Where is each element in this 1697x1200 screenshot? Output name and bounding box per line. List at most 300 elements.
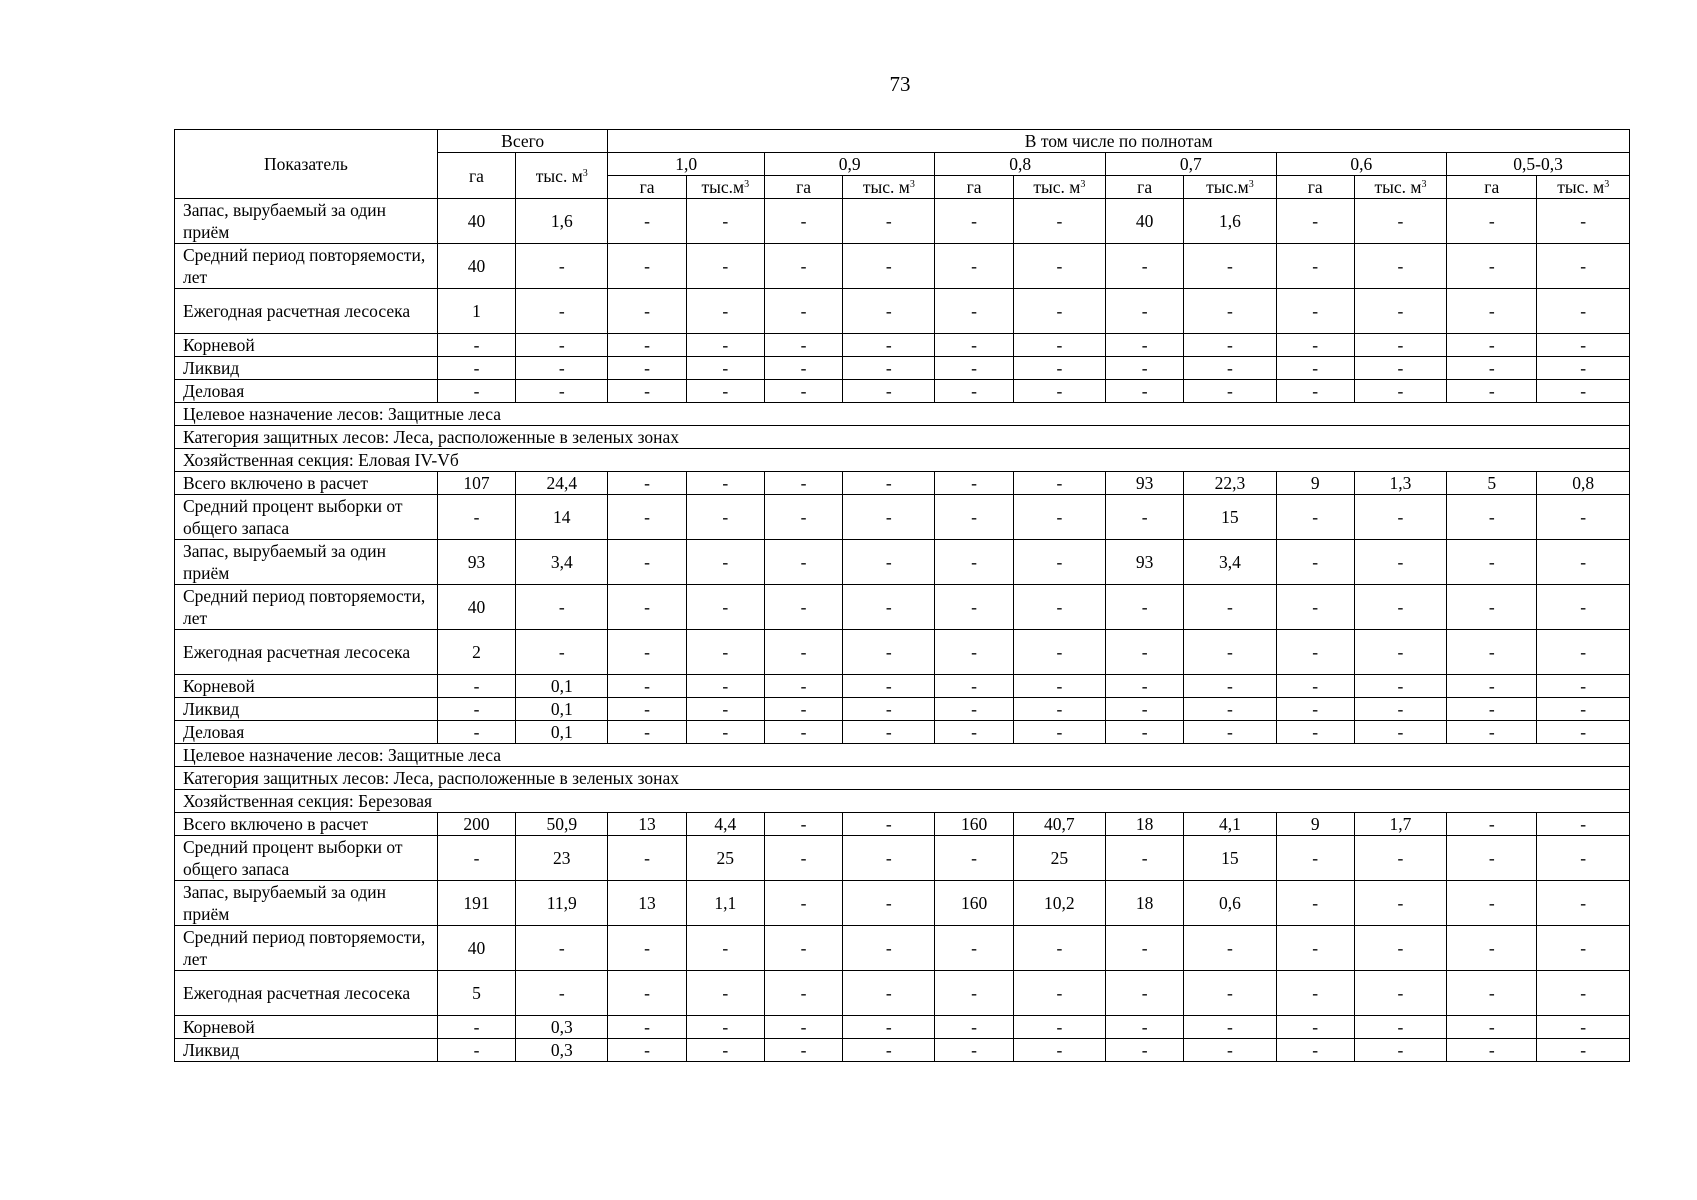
- table-cell: -: [608, 199, 686, 244]
- row-label: Запас, вырубаемый за один приём: [175, 881, 438, 926]
- table-cell: -: [764, 926, 842, 971]
- table-cell: -: [764, 380, 842, 403]
- table-cell: -: [1013, 1016, 1105, 1039]
- table-cell: -: [1106, 971, 1184, 1016]
- table-cell: -: [1354, 199, 1446, 244]
- table-row: [175, 585, 1630, 630]
- row-label: Запас, вырубаемый за один приём: [175, 199, 438, 244]
- table-row: [175, 698, 1630, 721]
- table-cell: -: [764, 721, 842, 744]
- table-cell: 23: [516, 836, 608, 881]
- row-label: Ликвид: [175, 357, 438, 380]
- table-cell: 1,6: [1184, 199, 1276, 244]
- table-cell: -: [1354, 540, 1446, 585]
- table-cell: -: [1537, 540, 1630, 585]
- table-cell: 93: [1106, 472, 1184, 495]
- table-cell: -: [1354, 698, 1446, 721]
- table-cell: -: [1447, 540, 1537, 585]
- table-cell: 160: [935, 881, 1013, 926]
- table-cell: 9: [1276, 813, 1354, 836]
- table-cell: -: [1184, 698, 1276, 721]
- table-cell: -: [1276, 971, 1354, 1016]
- section-label: Целевое назначение лесов: Защитные леса: [175, 744, 1630, 767]
- table-cell: -: [608, 540, 686, 585]
- table-cell: -: [843, 813, 935, 836]
- table-cell: -: [843, 334, 935, 357]
- table-cell: -: [935, 1039, 1013, 1062]
- table-cell: -: [1276, 289, 1354, 334]
- table-cell: -: [1447, 380, 1537, 403]
- row-label: Средний период повторяемости, лет: [175, 244, 438, 289]
- row-label: Средний процент выборки от общего запаса: [175, 836, 438, 881]
- table-cell: 0,3: [516, 1016, 608, 1039]
- table-cell: -: [1276, 357, 1354, 380]
- table-cell: -: [1276, 334, 1354, 357]
- table-cell: -: [608, 836, 686, 881]
- table-cell: -: [437, 675, 515, 698]
- section-label: Хозяйственная секция: Березовая: [175, 790, 1630, 813]
- table-cell: -: [686, 357, 764, 380]
- table-cell: -: [1184, 334, 1276, 357]
- table-cell: -: [1106, 721, 1184, 744]
- table-cell: 3,4: [1184, 540, 1276, 585]
- section-row: [175, 426, 1630, 449]
- table-cell: -: [437, 380, 515, 403]
- row-label: Средний период повторяемости, лет: [175, 926, 438, 971]
- table-cell: -: [1013, 585, 1105, 630]
- table-row: [175, 380, 1630, 403]
- table-cell: 18: [1106, 813, 1184, 836]
- table-cell: -: [686, 971, 764, 1016]
- header-density-3: 0,8: [935, 153, 1106, 176]
- table-cell: -: [1184, 1016, 1276, 1039]
- table-cell: -: [1276, 698, 1354, 721]
- table-cell: -: [686, 675, 764, 698]
- row-label: Ликвид: [175, 1039, 438, 1062]
- table-cell: -: [843, 926, 935, 971]
- table-cell: -: [1447, 289, 1537, 334]
- table-cell: -: [1276, 721, 1354, 744]
- table-row: [175, 244, 1630, 289]
- table-cell: -: [516, 334, 608, 357]
- table-cell: -: [1537, 1016, 1630, 1039]
- table-cell: -: [1013, 199, 1105, 244]
- table-cell: 107: [437, 472, 515, 495]
- section-row: [175, 449, 1630, 472]
- table-cell: -: [935, 244, 1013, 289]
- table-cell: -: [843, 971, 935, 1016]
- row-label: Деловая: [175, 721, 438, 744]
- header-unit-tm: $тыс.м^3$: [686, 176, 764, 199]
- table-cell: -: [1106, 380, 1184, 403]
- allowable-cut-table: [174, 129, 1630, 1062]
- row-label: Всего включено в расчет: [175, 813, 438, 836]
- table-cell: -: [1184, 630, 1276, 675]
- table-cell: -: [764, 1016, 842, 1039]
- table-cell: -: [1447, 244, 1537, 289]
- table-cell: -: [516, 357, 608, 380]
- table-cell: -: [1276, 675, 1354, 698]
- table-cell: -: [935, 334, 1013, 357]
- table-cell: -: [1184, 971, 1276, 1016]
- table-cell: -: [608, 244, 686, 289]
- section-label: Категория защитных лесов: Леса, расположенные в зеленых зонах: [175, 426, 1630, 449]
- table-cell: -: [686, 380, 764, 403]
- table-cell: 40: [1106, 199, 1184, 244]
- table-cell: -: [764, 971, 842, 1016]
- table-cell: -: [843, 540, 935, 585]
- table-cell: -: [1447, 881, 1537, 926]
- table-cell: -: [1447, 971, 1537, 1016]
- table-cell: -: [1184, 289, 1276, 334]
- table-cell: -: [1106, 289, 1184, 334]
- header-unit-tm: $тыс.м^3$: [1184, 176, 1276, 199]
- table-cell: -: [1537, 357, 1630, 380]
- header-density-5: 0,6: [1276, 153, 1447, 176]
- table-cell: -: [764, 334, 842, 357]
- table-cell: -: [1537, 334, 1630, 357]
- table-row: [175, 630, 1630, 675]
- table-cell: -: [935, 1016, 1013, 1039]
- table-cell: -: [1106, 1039, 1184, 1062]
- table-cell: -: [1537, 698, 1630, 721]
- table-cell: -: [935, 472, 1013, 495]
- table-cell: 0,3: [516, 1039, 608, 1062]
- table-cell: -: [843, 380, 935, 403]
- table-cell: -: [935, 289, 1013, 334]
- table-cell: -: [1276, 881, 1354, 926]
- row-label: Ликвид: [175, 698, 438, 721]
- table-cell: -: [437, 721, 515, 744]
- table-cell: -: [1106, 675, 1184, 698]
- table-cell: -: [1537, 881, 1630, 926]
- table-cell: -: [1354, 1016, 1446, 1039]
- header-unit-ha: га: [1106, 176, 1184, 199]
- table-cell: -: [1447, 1016, 1537, 1039]
- table-body: [175, 199, 1630, 1062]
- table-row: [175, 813, 1630, 836]
- table-cell: -: [1106, 585, 1184, 630]
- header-unit-tm: тыс. $м^3$: [1354, 176, 1446, 199]
- table-cell: -: [1013, 244, 1105, 289]
- table-cell: 0,8: [1537, 472, 1630, 495]
- table-cell: -: [437, 836, 515, 881]
- table-cell: -: [1013, 698, 1105, 721]
- table-cell: -: [1276, 199, 1354, 244]
- table-cell: -: [437, 334, 515, 357]
- table-cell: -: [1013, 675, 1105, 698]
- table-row: [175, 472, 1630, 495]
- table-cell: -: [1354, 630, 1446, 675]
- section-label: Категория защитных лесов: Леса, расположенные в зеленых зонах: [175, 767, 1630, 790]
- table-cell: -: [935, 199, 1013, 244]
- header-by-density: В том числе по полнотам: [608, 130, 1630, 153]
- table-cell: -: [437, 357, 515, 380]
- table-cell: -: [1354, 289, 1446, 334]
- table-cell: -: [935, 630, 1013, 675]
- table-cell: -: [1184, 357, 1276, 380]
- table-cell: -: [516, 926, 608, 971]
- table-cell: -: [843, 721, 935, 744]
- table-cell: -: [1537, 630, 1630, 675]
- header-total: Всего: [437, 130, 608, 153]
- table-cell: -: [1184, 244, 1276, 289]
- table-cell: -: [608, 926, 686, 971]
- table-cell: -: [1354, 926, 1446, 971]
- table-cell: -: [764, 698, 842, 721]
- table-cell: -: [1447, 675, 1537, 698]
- table-cell: -: [1276, 540, 1354, 585]
- table-cell: -: [935, 380, 1013, 403]
- table-cell: -: [1447, 585, 1537, 630]
- table-cell: -: [1354, 357, 1446, 380]
- table-cell: -: [516, 289, 608, 334]
- table-cell: 40: [437, 585, 515, 630]
- table-cell: -: [1354, 334, 1446, 357]
- table-cell: -: [764, 495, 842, 540]
- table-cell: -: [843, 630, 935, 675]
- table-cell: 18: [1106, 881, 1184, 926]
- table-cell: -: [1276, 1039, 1354, 1062]
- table-cell: -: [1354, 971, 1446, 1016]
- table-cell: -: [1354, 836, 1446, 881]
- table-cell: -: [764, 199, 842, 244]
- row-label: Корневой: [175, 1016, 438, 1039]
- table-cell: 1,6: [516, 199, 608, 244]
- table-cell: -: [1013, 334, 1105, 357]
- table-cell: -: [437, 1039, 515, 1062]
- table-cell: -: [764, 540, 842, 585]
- table-cell: -: [1106, 495, 1184, 540]
- table-cell: -: [764, 881, 842, 926]
- table-row: [175, 495, 1630, 540]
- header-unit-ha: га: [764, 176, 842, 199]
- table-cell: -: [608, 1039, 686, 1062]
- table-cell: -: [1184, 721, 1276, 744]
- table-cell: -: [1447, 926, 1537, 971]
- table-cell: -: [935, 585, 1013, 630]
- table-cell: -: [1447, 334, 1537, 357]
- table-cell: -: [935, 721, 1013, 744]
- table-cell: -: [1013, 472, 1105, 495]
- table-cell: -: [1184, 585, 1276, 630]
- table-row: [175, 721, 1630, 744]
- section-row: [175, 403, 1630, 426]
- header-density-6: 0,5-0,3: [1447, 153, 1630, 176]
- row-label: Корневой: [175, 334, 438, 357]
- table-cell: -: [686, 1016, 764, 1039]
- table-cell: -: [608, 630, 686, 675]
- table-cell: -: [1013, 926, 1105, 971]
- table-cell: 40,7: [1013, 813, 1105, 836]
- row-label: Ежегодная расчетная лесосека: [175, 630, 438, 675]
- table-cell: -: [516, 244, 608, 289]
- table-cell: -: [1013, 1039, 1105, 1062]
- table-row: [175, 926, 1630, 971]
- table-cell: -: [935, 836, 1013, 881]
- table-cell: -: [516, 630, 608, 675]
- header-total-ha: га: [437, 153, 515, 199]
- table-cell: -: [1537, 199, 1630, 244]
- header-unit-ha: га: [1447, 176, 1537, 199]
- table-cell: 9: [1276, 472, 1354, 495]
- table-cell: -: [764, 244, 842, 289]
- header-total-tm: тыс. $м^3$: [516, 153, 608, 199]
- table-cell: -: [1447, 721, 1537, 744]
- table-cell: -: [843, 836, 935, 881]
- row-label: Средний период повторяемости, лет: [175, 585, 438, 630]
- table-row: [175, 881, 1630, 926]
- table-cell: 1,3: [1354, 472, 1446, 495]
- table-cell: -: [843, 1039, 935, 1062]
- table-cell: -: [764, 813, 842, 836]
- table-cell: 25: [1013, 836, 1105, 881]
- table-row: [175, 836, 1630, 881]
- table-cell: -: [608, 495, 686, 540]
- table-row: [175, 289, 1630, 334]
- table-row: [175, 1016, 1630, 1039]
- table-cell: -: [1184, 926, 1276, 971]
- table-cell: 93: [1106, 540, 1184, 585]
- table-cell: -: [1354, 675, 1446, 698]
- row-label: Деловая: [175, 380, 438, 403]
- table-cell: 1,1: [686, 881, 764, 926]
- table-cell: -: [1276, 495, 1354, 540]
- row-label: Ежегодная расчетная лесосека: [175, 289, 438, 334]
- table-cell: -: [843, 495, 935, 540]
- table-cell: -: [1354, 585, 1446, 630]
- table-cell: -: [686, 630, 764, 675]
- row-label: Корневой: [175, 675, 438, 698]
- table-cell: -: [1447, 698, 1537, 721]
- table-cell: -: [764, 630, 842, 675]
- table-row: [175, 1039, 1630, 1062]
- table-cell: -: [1354, 380, 1446, 403]
- table-cell: -: [1013, 289, 1105, 334]
- table-cell: -: [1537, 926, 1630, 971]
- table-cell: -: [1106, 836, 1184, 881]
- table-cell: -: [1537, 675, 1630, 698]
- table-cell: -: [686, 1039, 764, 1062]
- table-cell: 22,3: [1184, 472, 1276, 495]
- table-cell: 0,1: [516, 698, 608, 721]
- table-cell: -: [764, 1039, 842, 1062]
- table-cell: -: [1447, 1039, 1537, 1062]
- table-cell: -: [686, 495, 764, 540]
- table-cell: -: [1013, 721, 1105, 744]
- table-cell: -: [935, 926, 1013, 971]
- table-cell: -: [843, 675, 935, 698]
- table-cell: -: [935, 357, 1013, 380]
- table-cell: -: [764, 357, 842, 380]
- table-cell: -: [686, 540, 764, 585]
- table-cell: -: [935, 971, 1013, 1016]
- table-cell: -: [1537, 971, 1630, 1016]
- table-cell: -: [1184, 675, 1276, 698]
- header-unit-ha: га: [935, 176, 1013, 199]
- table-cell: 4,1: [1184, 813, 1276, 836]
- table-cell: 1,7: [1354, 813, 1446, 836]
- table-cell: -: [1276, 836, 1354, 881]
- header-unit-ha: га: [1276, 176, 1354, 199]
- table-cell: -: [764, 289, 842, 334]
- table-cell: -: [1276, 630, 1354, 675]
- table-cell: 24,4: [516, 472, 608, 495]
- table-cell: -: [1013, 357, 1105, 380]
- row-label: Средний процент выборки от общего запаса: [175, 495, 438, 540]
- table-cell: -: [935, 675, 1013, 698]
- table-cell: -: [843, 585, 935, 630]
- header-unit-ha: га: [608, 176, 686, 199]
- table-cell: -: [516, 971, 608, 1016]
- table-cell: 40: [437, 199, 515, 244]
- table-cell: -: [1537, 289, 1630, 334]
- table-cell: -: [437, 1016, 515, 1039]
- table-cell: -: [608, 380, 686, 403]
- table-cell: 40: [437, 926, 515, 971]
- table-cell: 15: [1184, 495, 1276, 540]
- table-cell: -: [1276, 244, 1354, 289]
- table-cell: -: [437, 495, 515, 540]
- table-cell: -: [1013, 540, 1105, 585]
- table-header: [175, 130, 1630, 199]
- table-cell: -: [437, 698, 515, 721]
- section-row: [175, 767, 1630, 790]
- table-cell: -: [608, 698, 686, 721]
- table-cell: -: [1013, 971, 1105, 1016]
- table-row: [175, 971, 1630, 1016]
- header-indicator: Показатель: [175, 130, 438, 199]
- table-cell: -: [1106, 244, 1184, 289]
- section-label: Целевое назначение лесов: Защитные леса: [175, 403, 1630, 426]
- table-cell: -: [608, 289, 686, 334]
- table-cell: -: [1447, 630, 1537, 675]
- table-cell: 50,9: [516, 813, 608, 836]
- table-cell: -: [1537, 585, 1630, 630]
- table-cell: 2: [437, 630, 515, 675]
- table-cell: 13: [608, 881, 686, 926]
- table-cell: -: [1447, 813, 1537, 836]
- table-cell: -: [1537, 495, 1630, 540]
- table-cell: -: [1184, 1039, 1276, 1062]
- table-cell: -: [1106, 357, 1184, 380]
- table-cell: -: [764, 675, 842, 698]
- page-number: 73: [889, 72, 911, 96]
- table-cell: -: [1013, 630, 1105, 675]
- table-cell: -: [608, 585, 686, 630]
- table-cell: -: [1354, 244, 1446, 289]
- table-row: [175, 334, 1630, 357]
- table-cell: -: [1354, 881, 1446, 926]
- table-cell: -: [1106, 926, 1184, 971]
- table-cell: -: [1537, 836, 1630, 881]
- header-density-4: 0,7: [1106, 153, 1277, 176]
- header-density-2: 0,9: [764, 153, 935, 176]
- table-cell: -: [608, 472, 686, 495]
- table-cell: -: [764, 836, 842, 881]
- table-cell: -: [1013, 380, 1105, 403]
- table-cell: -: [686, 585, 764, 630]
- table-cell: -: [1276, 926, 1354, 971]
- table-cell: -: [1354, 1039, 1446, 1062]
- table-cell: -: [1447, 836, 1537, 881]
- header-unit-tm: тыс. $м^3$: [1013, 176, 1105, 199]
- header-unit-tm: тыс. $м^3$: [1537, 176, 1630, 199]
- table-cell: 191: [437, 881, 515, 926]
- row-label: Всего включено в расчет: [175, 472, 438, 495]
- table-cell: 40: [437, 244, 515, 289]
- table-cell: -: [608, 675, 686, 698]
